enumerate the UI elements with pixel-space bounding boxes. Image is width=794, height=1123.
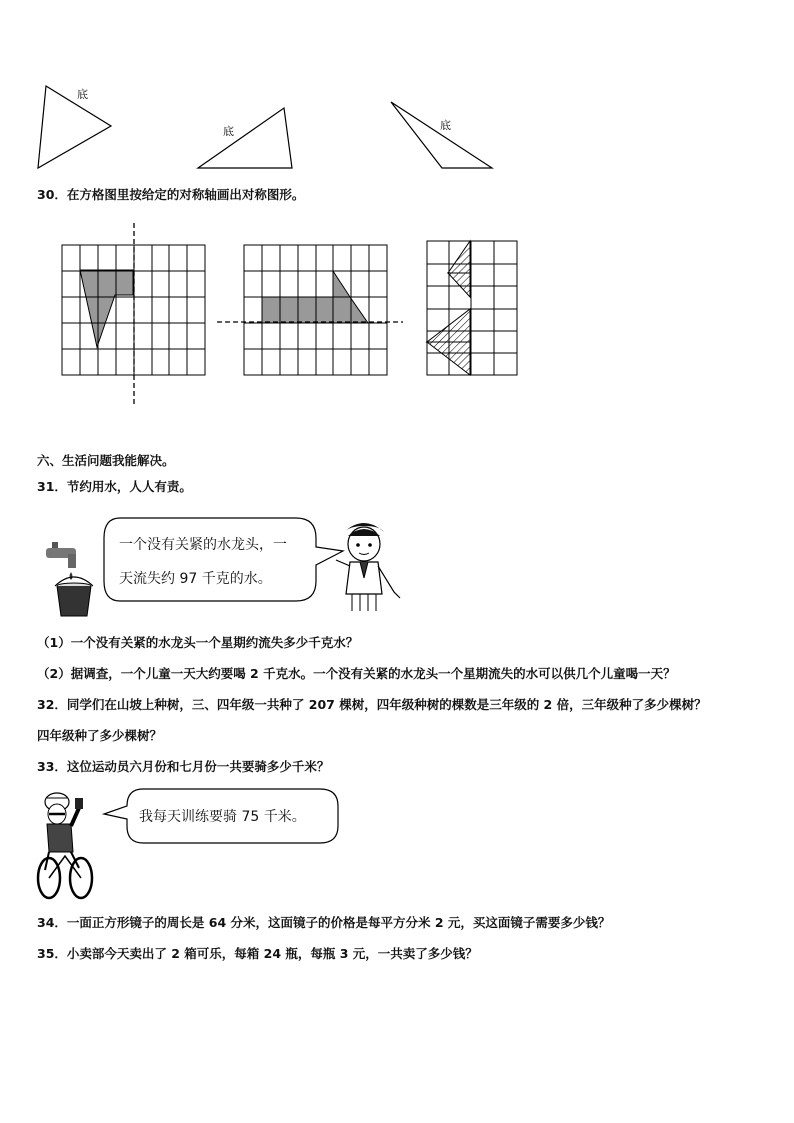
grid-2 [217, 245, 403, 375]
symmetry-grids-figure [0, 215, 794, 415]
triangle-2 [198, 108, 292, 168]
bucket-icon [57, 586, 91, 616]
grid-1 [62, 223, 205, 407]
triangles-figure [0, 0, 794, 180]
base-label-1: 底 [77, 88, 88, 101]
question-32-line-2: 四年级种了多少棵树？ [37, 728, 163, 743]
question-32-line-1: 32．同学们在山坡上种树，三、四年级一共种了 207 棵树，四年级种树的棵数是三年级的 2 倍，三年级种了多少棵树？ [37, 697, 707, 712]
bubble-2-text: 我每天训练要骑 75 千米。 [139, 809, 306, 825]
section-6-heading: 六、生活问题我能解决。 [37, 453, 175, 468]
faucet-bucket-illustration [38, 540, 98, 620]
question-31-sub-2: （2）据调查，一个儿童一天大约要喝 2 千克水。一个没有关紧的水龙头一个星期流失的水可以供几个儿童喝一天？ [37, 666, 676, 681]
cyclist-illustration [35, 790, 100, 900]
question-33-text: 33．这位运动员六月份和七月份一共要骑多少千米？ [37, 759, 330, 774]
question-31-text: 31．节约用水，人人有责。 [37, 479, 192, 494]
triangle-1 [38, 86, 111, 168]
question-30-text: 30．在方格图里按给定的对称轴画出对称图形。 [37, 187, 305, 202]
base-label-2: 底 [223, 125, 234, 138]
question-34-text: 34．一面正方形镜子的周长是 64 分米，这面镜子的价格是每平方分米 2 元，买这面镜子需要多少钱？ [37, 915, 611, 930]
question-31-sub-1: （1）一个没有关紧的水龙头一个星期约流失多少千克水？ [37, 635, 359, 650]
bubble-1-line-2: 天流失约 97 千克的水。 [119, 571, 272, 587]
grid-1-shape [80, 270, 133, 347]
water-drop-icon [70, 572, 73, 580]
bubble-1-line-1: 一个没有关紧的水龙头，一 [119, 537, 287, 553]
question-35-text: 35．小卖部今天卖出了 2 箱可乐，每箱 24 瓶，每瓶 3 元，一共卖了多少钱？ [37, 946, 478, 961]
triangle-3 [391, 102, 492, 168]
boy-illustration [330, 518, 405, 613]
grid-3 [427, 241, 517, 375]
base-label-3: 底 [440, 119, 451, 132]
speech-bubble-1 [100, 515, 350, 607]
